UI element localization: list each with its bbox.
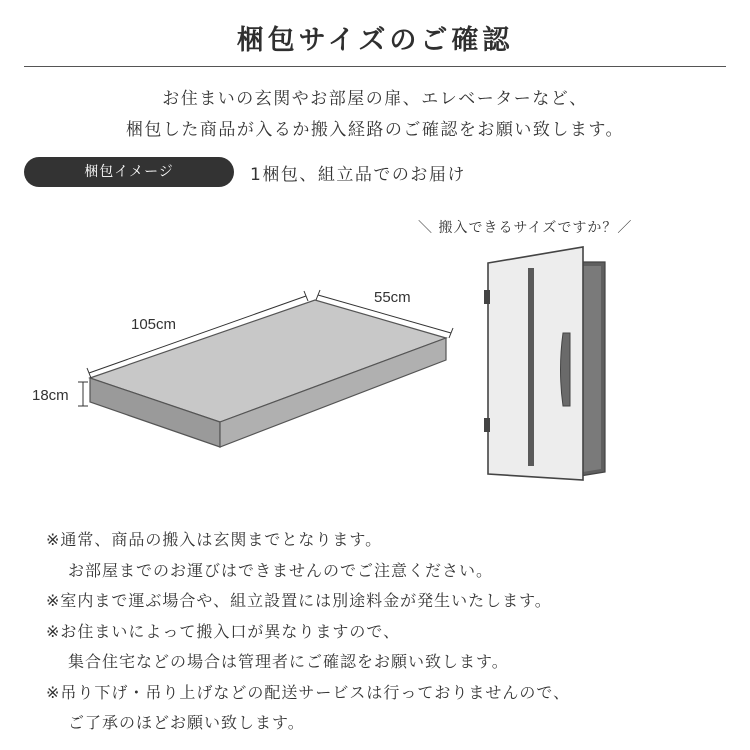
width-label: 55cm xyxy=(374,289,411,306)
door-handle xyxy=(561,333,571,406)
note-line: ※室内まで運ぶ場合や、組立設置には別途料金が発生いたします。 xyxy=(46,591,552,610)
height-label: 18cm xyxy=(32,387,69,404)
note-line: ※お住まいによって搬入口が異なりますので、 xyxy=(46,621,401,641)
note-line: ※吊り下げ・吊り上げなどの配送サービスは行っておりませんので、 xyxy=(46,682,571,702)
door-question: ＼ 搬入できるサイズですか？／ xyxy=(418,220,633,236)
door-hinge-top xyxy=(484,290,490,304)
door-hinge-bottom xyxy=(484,418,490,432)
packaging-badge: 梱包イメージ xyxy=(24,157,234,187)
intro-line-2: 梱包した商品が入るか搬入経路のご確認をお願い致します。 xyxy=(125,120,625,140)
note-line: 集合住宅などの場合は管理者にご確認をお願い致します。 xyxy=(68,652,509,671)
height-dimension-line xyxy=(78,382,88,406)
notes-section xyxy=(46,525,570,739)
intro-line-1: お住まいの玄関やお部屋の扉、エレベーターなど、 xyxy=(162,89,588,109)
length-label: 105cm xyxy=(131,316,177,333)
door-groove xyxy=(528,268,534,466)
door-opening xyxy=(583,266,601,472)
note-line: お部屋までのお運びはできませんのでご注意ください。 xyxy=(68,560,494,580)
packaging-caption: 1梱包、組立品でのお届け xyxy=(250,165,466,185)
note-line: ※通常、商品の搬入は玄関までとなります。 xyxy=(46,530,383,549)
note-line: ご了承のほどお願い致します。 xyxy=(68,713,305,732)
page-title: 梱包サイズのご確認 xyxy=(236,25,514,56)
